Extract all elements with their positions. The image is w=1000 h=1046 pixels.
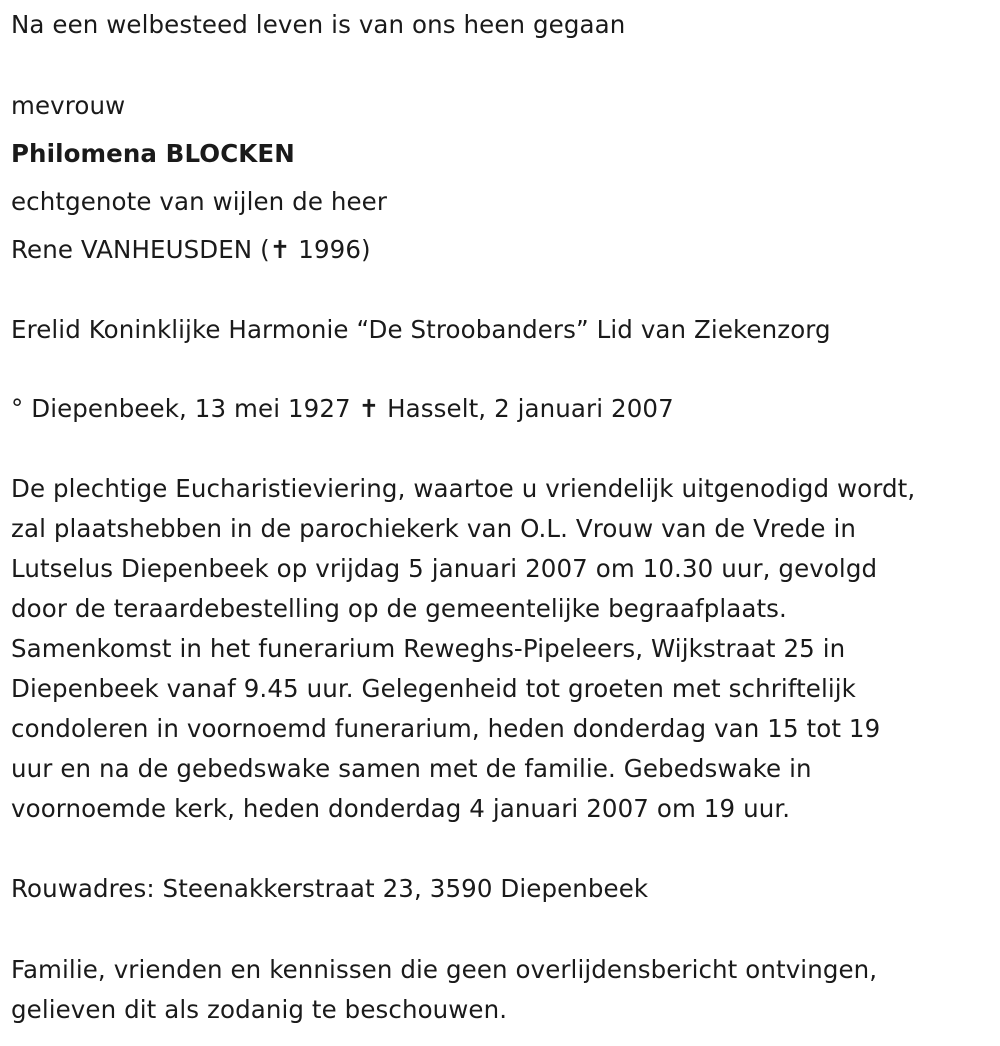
intro-text: Na een welbesteed leven is van ons heen gegaan — [11, 10, 626, 39]
ceremony-line: Samenkomst in het funerarium Reweghs-Pipeleers, Wijkstraat 25 in — [11, 634, 846, 663]
ceremony-line: Lutselus Diepenbeek op vrijdag 5 januari 2007 om 10.30 uur, gevolgd — [11, 554, 878, 583]
birth-death-text: ° Diepenbeek, 13 mei 1927 ✝ Hasselt, 2 januari 2007 — [11, 394, 674, 423]
ceremony-line: condoleren in voornoemd funerarium, heden donderdag van 15 tot 19 — [11, 714, 881, 743]
ceremony-line: De plechtige Eucharistieviering, waartoe u vriendelijk uitgenodigd wordt, — [11, 474, 916, 503]
mourning-address: Rouwadres: Steenakkerstraat 23, 3590 Diepenbeek — [11, 874, 649, 903]
ceremony-line: door de teraardebestelling op de gemeentelijke begraafplaats. — [11, 594, 787, 623]
deceased-name: Philomena BLOCKEN — [11, 139, 295, 168]
ceremony-line: zal plaatshebben in de parochiekerk van O.L. Vrouw van de Vrede in — [11, 514, 856, 543]
salutation: mevrouw — [11, 91, 126, 120]
membership-text: Erelid Koninklijke Harmonie “De Stroobanders” Lid van Ziekenzorg — [11, 315, 831, 344]
closing-paragraph — [11, 950, 996, 1030]
ceremony-line: Diepenbeek vanaf 9.45 uur. Gelegenheid tot groeten met schriftelijk — [11, 674, 856, 703]
closing-line: gelieven dit als zodanig te beschouwen. — [11, 995, 508, 1024]
closing-line: Familie, vrienden en kennissen die geen overlijdensbericht ontvingen, — [11, 955, 878, 984]
ceremony-line: uur en na de gebedswake samen met de familie. Gebedswake in — [11, 754, 812, 783]
ceremony-line: voornoemde kerk, heden donderdag 4 januari 2007 om 19 uur. — [11, 794, 791, 823]
spouse-intro: echtgenote van wijlen de heer — [11, 187, 388, 216]
spouse-name: Rene VANHEUSDEN (✝ 1996) — [11, 235, 371, 264]
ceremony-paragraph — [11, 469, 996, 829]
